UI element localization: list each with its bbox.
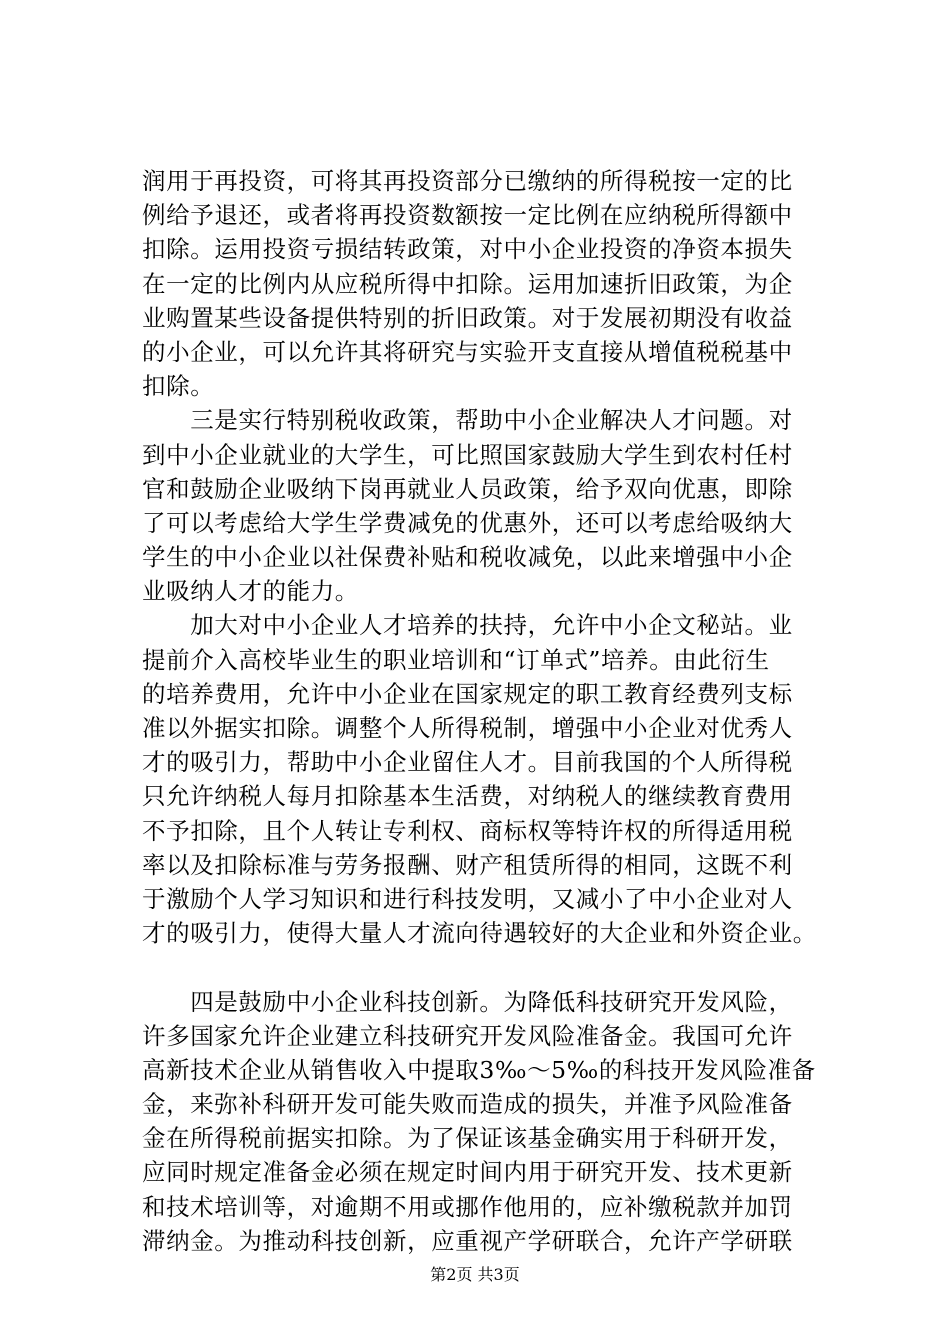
- text-line: 学生的中小企业以社保费补贴和税收减免，以此来增强中小企: [142, 543, 793, 572]
- blank-line: [142, 950, 862, 984]
- text-line: 扣除。运用投资亏损结转政策，对中小企业投资的净资本损失: [142, 235, 793, 264]
- text-line: 只允许纳税人每月扣除基本生活费，对纳税人的继续教育费用: [142, 782, 793, 811]
- text-line: 例给予退还，或者将再投资数额按一定比例在应纳税所得额中: [142, 201, 793, 230]
- text-line: 了可以考虑给大学生学费减免的优惠外，还可以考虑给吸纳大: [142, 508, 793, 537]
- text-line: 应同时规定准备金必须在规定时间内用于研究开发、技术更新: [142, 1158, 793, 1187]
- text-line: 率以及扣除标准与劳务报酬、财产租赁所得的相同，这既不利: [142, 850, 793, 879]
- text-line: 润用于再投资，可将其再投资部分已缴纳的所得税按一定的比: [142, 167, 793, 195]
- text-line: 在一定的比例内从应税所得中扣除。运用加速折旧政策，为企: [142, 269, 793, 298]
- text-line: 不予扣除，且个人转让专利权、商标权等特许权的所得适用税: [142, 816, 793, 845]
- text-line: 金，来弥补科研开发可能失败而造成的损失，并准予风险准备: [142, 1090, 793, 1119]
- text-line: 官和鼓励企业吸纳下岗再就业人员政策，给予双向优惠，即除: [142, 474, 793, 503]
- text-line: 四是鼓励中小企业科技创新。为降低科技研究开发风险，: [142, 987, 793, 1016]
- page-footer: 第2页 共3页: [430, 1265, 520, 1284]
- text-line: 业购置某些设备提供特别的折旧政策。对于发展初期没有收益: [142, 303, 793, 332]
- text-line: 高新技术企业从销售收入中提取3‰～5‰的科技开发风险准备: [142, 1055, 816, 1084]
- text-line: 业吸纳人才的能力。: [142, 577, 359, 606]
- text-line: 到中小企业就业的大学生，可比照国家鼓励大学生到农村任村: [142, 440, 793, 469]
- text-line: 扣除。: [142, 372, 215, 401]
- text-line: 金在所得税前据实扣除。为了保证该基金确实用于科研开发，: [142, 1124, 793, 1153]
- text-line: 的小企业，可以允许其将研究与实验开支直接从增值税税基中: [142, 337, 793, 366]
- text-line: 和技术培训等，对逾期不用或挪作他用的，应补缴税款并加罚: [142, 1192, 793, 1221]
- text-line: 的培养费用，允许中小企业在国家规定的职工教育经费列支标: [142, 679, 793, 708]
- text-line: 才的吸引力，使得大量人才流向待遇较好的大企业和外资企业。: [142, 919, 817, 948]
- document-body: [142, 164, 862, 1258]
- text-line: 提前介入高校毕业生的职业培训和“订单式”培养。由此衍生: [142, 645, 770, 674]
- text-line: 滞纳金。为推动科技创新，应重视产学研联合，允许产学研联: [142, 1226, 793, 1255]
- text-line: 准以外据实扣除。调整个人所得税制，增强中小企业对优秀人: [142, 714, 793, 742]
- text-line: 许多国家允许企业建立科技研究开发风险准备金。我国可允许: [142, 1021, 793, 1050]
- text-line: 于激励个人学习知识和进行科技发明，又减小了中小企业对人: [142, 884, 793, 913]
- text-line: 三是实行特别税收政策，帮助中小企业解决人才问题。对: [142, 406, 793, 435]
- text-line: 加大对中小企业人才培养的扶持，允许中小企文秘站。业: [142, 611, 793, 640]
- text-line: 才的吸引力，帮助中小企业留住人才。目前我国的个人所得税: [142, 748, 793, 777]
